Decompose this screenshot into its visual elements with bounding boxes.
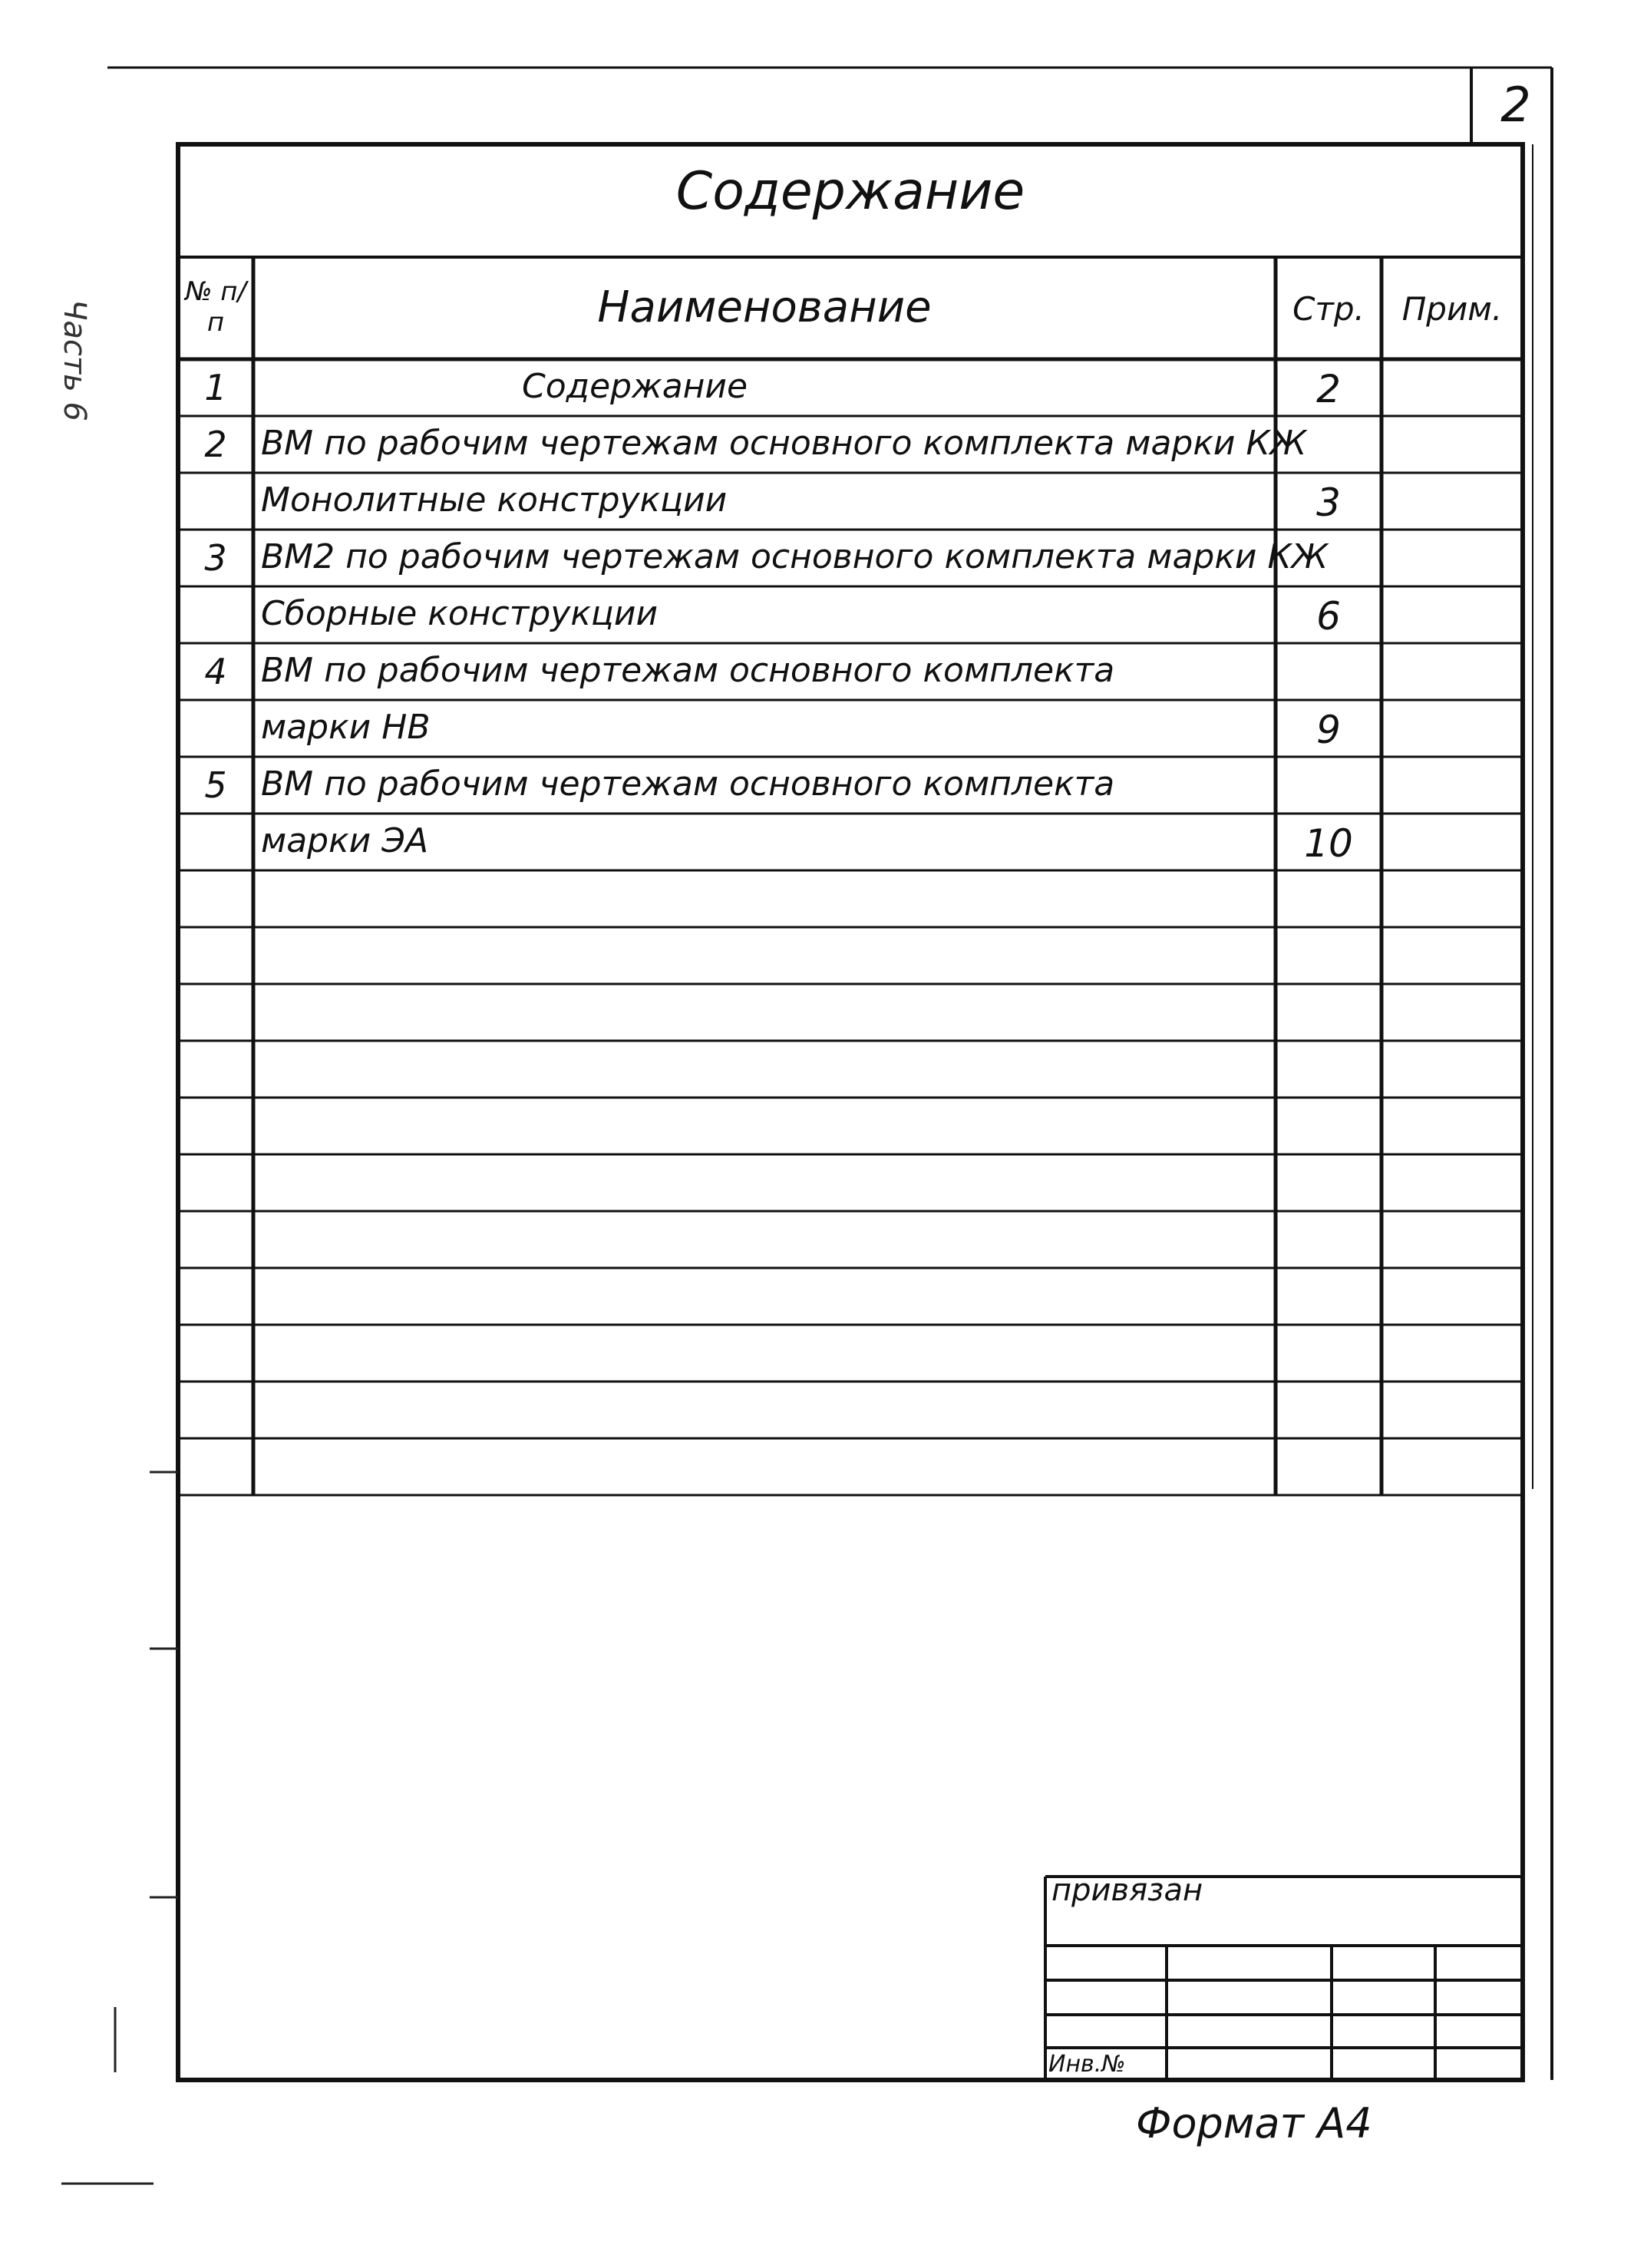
side-text: Часть 6 [57,299,92,421]
header-num: № п/п [185,276,246,338]
row-name: Монолитные конструкции [261,480,728,520]
row-name: Содержание [522,367,748,406]
row-name: марки НВ [261,708,431,747]
row-page: 6 [1316,594,1341,639]
row-name: ВМ2 по рабочим чертежам основного комплекта марки КЖ [261,537,1329,576]
row-number: 3 [204,537,227,579]
row-name: ВМ по рабочим чертежам основного комплекта [261,651,1115,690]
page-number: 2 [1500,77,1531,133]
stamp-inv: Инв.№ [1048,2051,1126,2078]
row-number: 5 [204,764,227,806]
row-name: ВМ по рабочим чертежам основного комплекта марки КЖ [261,424,1307,463]
row-name: марки ЭА [261,821,429,860]
stamp-attached: привязан [1051,1873,1203,1908]
header-page: Стр. [1292,290,1365,328]
row-page: 2 [1316,367,1341,411]
page-title: Содержание [675,161,1025,222]
row-page: 3 [1316,480,1341,525]
row-number: 2 [204,424,227,465]
header-note: Прим. [1401,290,1503,328]
row-number: 1 [204,367,227,408]
header-name: Наименование [597,282,932,332]
format-label: Формат А4 [1136,2099,1372,2148]
row-page: 9 [1316,708,1341,752]
row-number: 4 [204,651,227,692]
row-page: 10 [1304,821,1353,866]
row-name: ВМ по рабочим чертежам основного комплекта [261,764,1115,804]
row-name: Сборные конструкции [261,594,659,633]
